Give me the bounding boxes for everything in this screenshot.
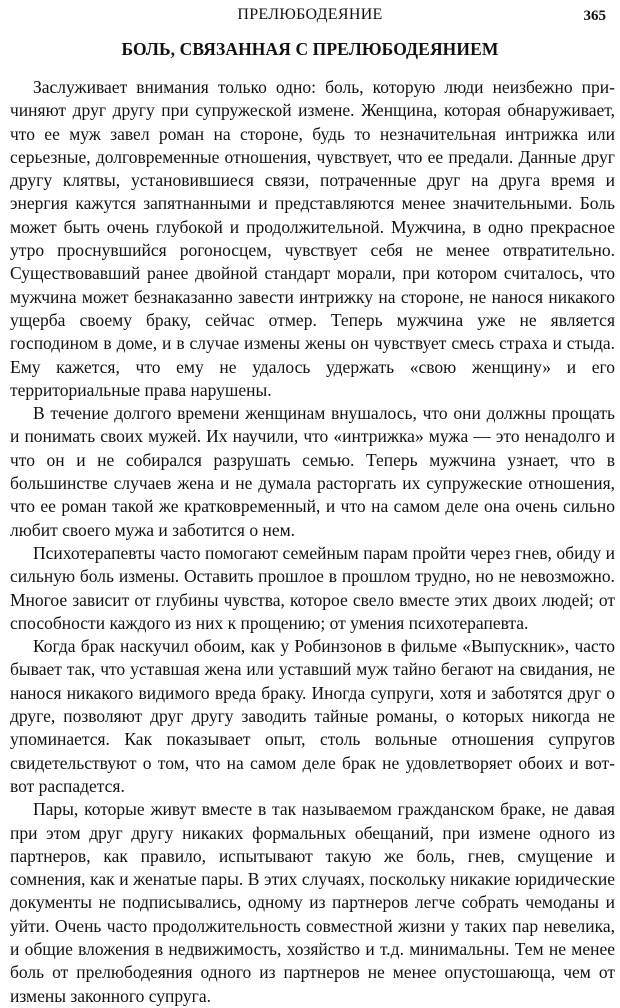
body-text xyxy=(10,76,615,1008)
running-head xyxy=(0,4,620,28)
paragraph-2: В течение долгого времени женщинам внушалось, что они должны прощать и понимать своих мужей. Их научили, что «интрижка» мужа — это ненадолго и что он и не собирался разрушать семью. Теперь мужчина узнает, что в большинстве случаев жена и не думала расторгать их супружеские отношения, что ее роман такой же кратковременный, и что на самом деле она очень сильно любит своего мужа и заботится о нем. xyxy=(10,403,615,540)
section-heading: БОЛЬ, СВЯЗАННАЯ С ПРЕЛЮБОДЕЯНИЕМ xyxy=(121,39,499,59)
paragraph-3: Психотерапевты часто помогают семейным парам пройти через гнев, обиду и сильную боль измены. Оставить прошлое в прошлом трудно, но не невозможно. Многое зависит от глубины чувства, которое свело вместе этих двоих людей; от способности каждого из них к прощению; от умения психотерапевта. xyxy=(10,542,615,633)
running-title: ПРЕЛЮБОДЕЯНИЕ xyxy=(237,6,383,23)
paragraph-5: Пары, которые живут вместе в так называемом гражданском браке, не давая при этом друг другу никаких формальных обещаний, при измене одного из партнеров, как правило, испытывают такую же боль, гнев, смущение и сомнения, как и женатые пары. В этих случаях, поскольку никакие юридические документы не подписывались, одному из партнеров легче собрать чемоданы и уйти. Очень часто продолжительность совместной жизни у таких пар невелика, и общие вложения в недвижимость, хозяйство и т.д. минимальны. Тем не менее боль от прелюбодеяния одного из партнеров не менее опустошающа, чем от измены законного супруга. xyxy=(10,799,615,1006)
page-number: 365 xyxy=(583,8,606,24)
paragraph-4: Когда брак наскучил обоим, как у Робинзонов в фильме «Выпускник», часто бывает так, что уставшая жена или уставший муж тайно бегают на свидания, не нанося никакого видимого вреда браку. Иногда супруги, хотя и заботятся друг о друге, позволяют друг другу заводить тайные романы, о которых никогда не упоминается. Как показывает опыт, столь вольные отношения супругов свидетельствуют о том, что на самом деле брак не удовлетворяет обоих и вот-вот распадется. xyxy=(10,636,615,796)
paragraph-1: Заслуживает внимания только одно: боль, которую люди неизбежно причиняют друг другу при супружеской измене. Женщина, которая обнаруживает, что ее муж завел роман на стороне, будь то незначительная интрижка или серьезные, долговременные отношения, чувствует, что ее предали. Данные друг другу клятвы, установившиеся связи, потраченные друг на друга время и энергия кажутся запятнанными и представляются менее значительными. Боль может быть очень глубокой и продолжительной. Мужчина, в одно прекрасное утро проснувшийся рогоносцем, чувствует себя не менее отвратительно. Существовавший ранее двойной стандарт морали, при котором считалось, что мужчина может безнаказанно завести интрижку на стороне, не нанося никакого ущерба своему браку, сейчас отмер. Теперь мужчина уже не является господином в доме, и в случае измены жены он чувствует смесь страха и стыда. Ему кажется, что ему не удалось удержать «свою женщину» и его территориальные права нарушены. xyxy=(10,77,615,400)
